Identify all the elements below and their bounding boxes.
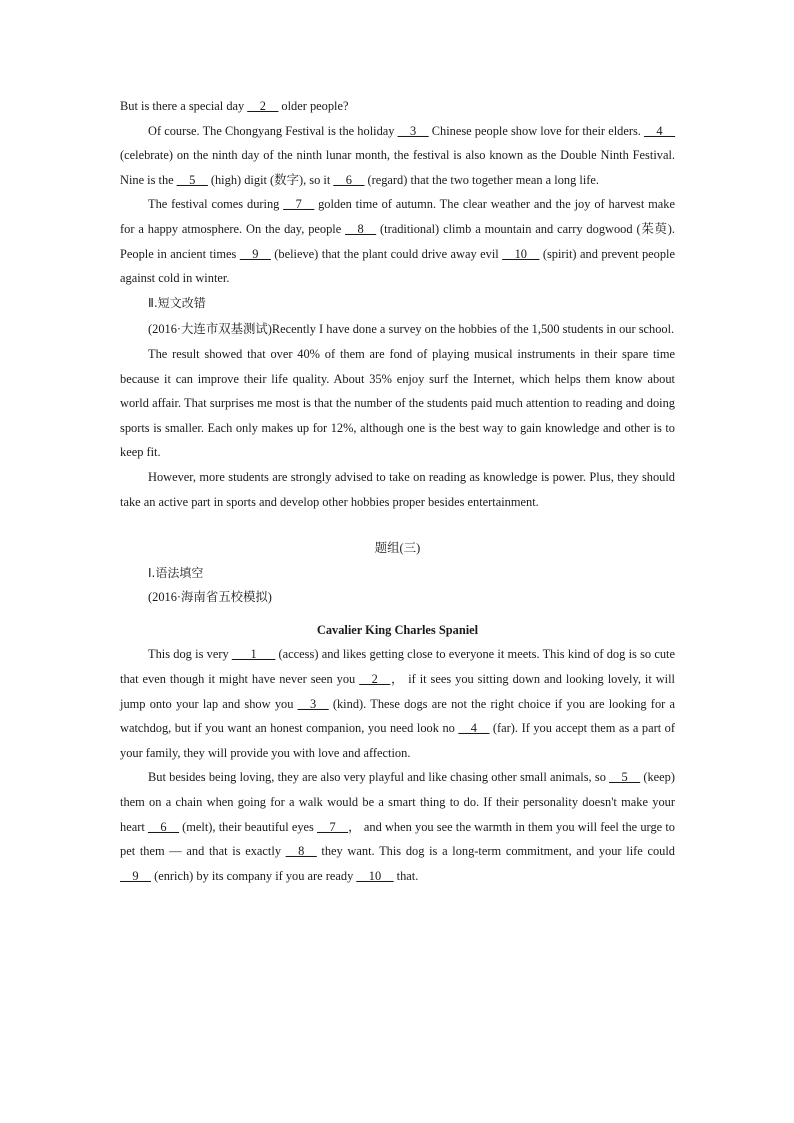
blank-4[interactable]: __4__ [644,123,676,138]
text: This dog is very [148,647,232,662]
document-page [120,94,675,888]
paragraph-question-intro [120,94,675,119]
text: (melt), their beautiful eyes [178,819,318,834]
section-label-error-correction: Ⅱ.短文改错 [148,295,206,310]
blank-9[interactable]: __9__ [239,246,271,261]
paragraph-dog-2 [120,765,675,888]
text: that. [393,868,419,883]
paragraph-survey-conclusion: However, more students are strongly advised to take on reading as knowledge is power. Plus, they should take an active part in sports and develop other hobbies proper besides entertainment. [120,469,675,509]
text: Of course. The Chongyang Festival is the holiday [148,123,398,138]
blank-2[interactable]: __2__ [247,99,279,113]
text: (keep) them on a chain when going for a walk would be a smart thing to do. If their personality doesn't make your heart [120,770,675,834]
blank-2[interactable]: __2__ [359,672,391,687]
blank-4[interactable]: __4__ [458,721,490,736]
blank-8[interactable]: __8__ [285,844,317,859]
group-title: 题组(三) [374,541,421,556]
text: The festival comes during [148,197,284,212]
text: (far). If you accept them as a part of your family, they will provide you with love and affection. [120,721,675,760]
text: (high) digit (数字), so it [207,172,334,187]
blank-5[interactable]: __5__ [609,770,641,785]
text: golden time of autumn. The clear weather and the joy of harvest make for a happy atmosphere. On the day, people [120,197,675,236]
text: (access) and likes getting close to everyone it meets. This kind of dog is so cute that even though it might have never seen you [120,647,675,687]
paragraph-dog-1 [120,642,675,765]
text: (kind). These dogs are not the right choice if you are looking for a watchdog, but if you want an honest companion, you need look no [120,696,675,736]
blank-7[interactable]: __7__ [317,819,349,834]
text: (believe) that the plant could drive away evil [270,246,503,261]
text: they want. This dog is a long‐term commitment, and your life could [316,844,675,859]
text: ， and when you see the warmth in them you will feel the urge to pet them — and that is exactly [120,819,675,859]
blank-6[interactable]: __6__ [333,172,365,187]
blank-6[interactable]: __6__ [147,819,179,834]
blank-8[interactable]: __8__ [345,221,377,236]
spacer [120,514,675,536]
paragraph-chongyang [120,119,675,193]
section-label-grammar-fill: Ⅰ.语法填空 [148,565,204,580]
text: (regard) that the two together mean a long life. [364,172,600,187]
blank-3[interactable]: __3__ [297,696,329,711]
text: ， if it sees you sitting down and looking lovely, it will jump onto your lap and show you [120,672,675,711]
blank-3[interactable]: __3__ [397,123,429,138]
text: But is there a special day [120,99,248,113]
text: But besides being loving, they are also very playful and like chasing other small animals, so [148,770,610,785]
blank-7[interactable]: __7__ [283,197,315,212]
blank-1[interactable]: ___1___ [231,647,276,662]
text: (enrich) by its company if you are ready [150,868,357,883]
blank-9[interactable]: __9__ [120,868,151,883]
paragraph-survey-intro: (2016·大连市双基测试)Recently I have done a survey on the hobbies of the 1,500 students in our school. [148,322,675,337]
text: (spirit) and prevent people against cold in winter. [120,246,675,286]
paragraph-festival [120,192,675,290]
blank-10[interactable]: __10__ [502,246,540,261]
blank-5[interactable]: __5__ [176,172,208,187]
text: (traditional) climb a mountain and carry dogwood (茱萸). People in ancient times [120,221,675,261]
text: older people? [278,99,349,113]
text: (celebrate) on the ninth day of the ninth lunar month, the festival is also known as the Double Ninth Festival. Nine is the [120,148,675,187]
text: Chinese people show love for their elders. [428,123,645,138]
article-title: Cavalier King Charles Spaniel [316,622,479,637]
blank-10[interactable]: __10__ [356,868,394,883]
source-note: (2016·海南省五校模拟) [148,590,272,605]
paragraph-survey-result: The result showed that over 40% of them are fond of playing musical instruments in their spare time because it can improve their life quality. About 35% enjoy surf the Internet, which helps them know about world affair. That surprises me most is that the number of the students paid much attention to reading and doing sports is smaller. Each only makes up for 12%, although one is the best way to gain knowledge and other is to keep fit. [120,346,675,460]
